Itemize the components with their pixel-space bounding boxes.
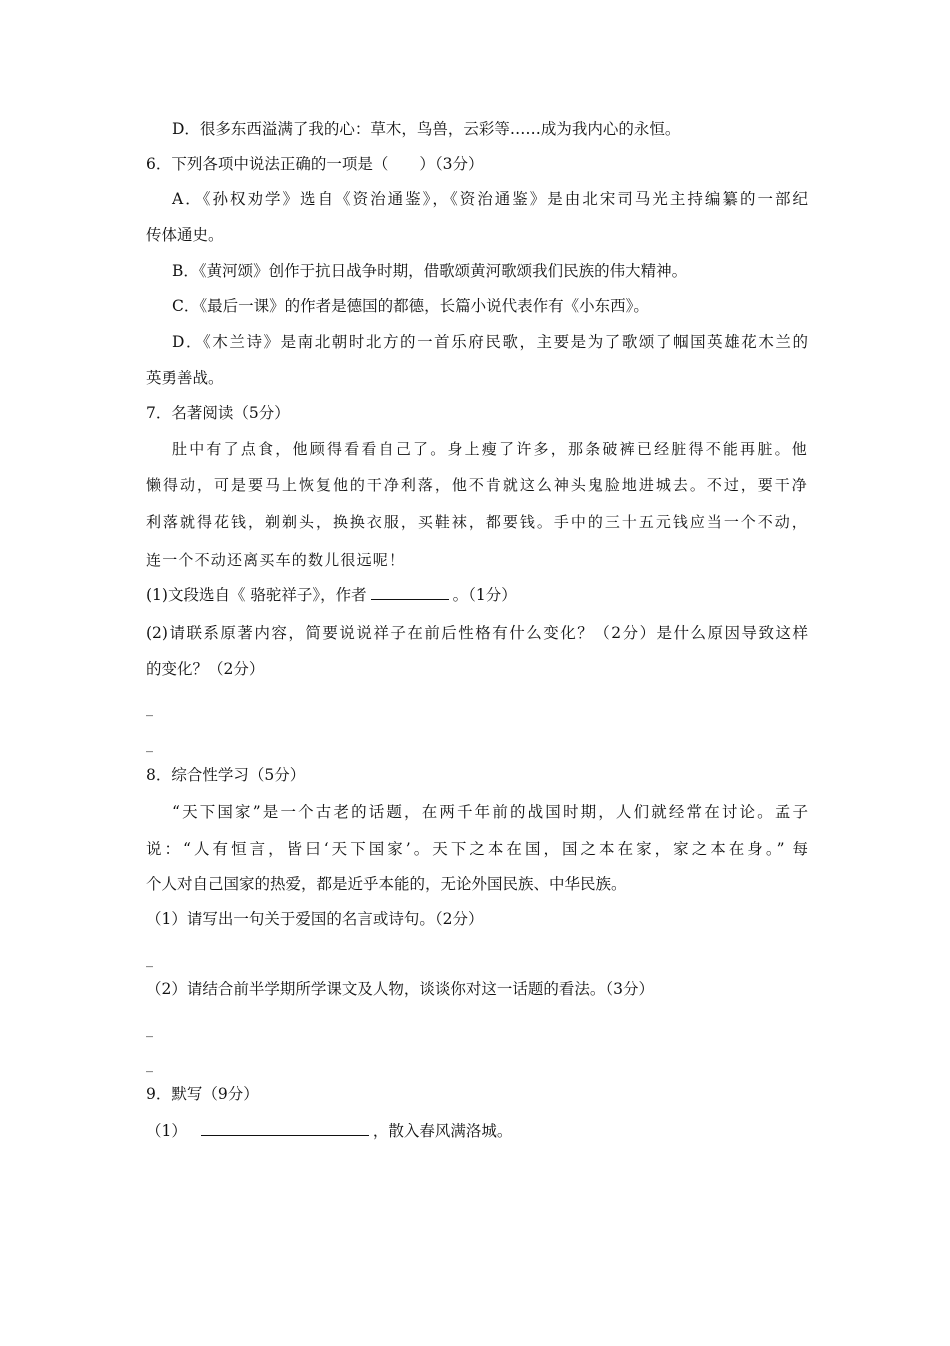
q6-option-c: C．《最后一课》的作者是德国的都德，长篇小说代表作有《小东西》。 — [172, 297, 649, 315]
q6-option-d-line2: 英勇善战。 — [146, 369, 224, 387]
q8-paragraph-line2: 说：“人有恒言，皆曰‘天下国家’。天下之本在国，国之本在家，家之本在身。” 每 — [146, 840, 808, 858]
q7-answer-line[interactable]: _ — [146, 701, 153, 717]
q8-paragraph-line3: 个人对自己国家的热爱，都是近乎本能的，无论外国民族、中华民族。 — [146, 875, 627, 893]
q6-option-a-line1: A．《孙权劝学》选自《资治通鉴》，《资治通鉴》是由北宋司马光主持编纂的一部纪 — [172, 190, 808, 208]
q7-passage-line: 连一个不动还离买车的数儿很远呢！ — [146, 551, 406, 569]
q7-sub1 — [146, 584, 808, 606]
q6-option-d-line1: D．《木兰诗》是南北朝时北方的一首乐府民歌，主要是为了歌颂了帼国英雄花木兰的 — [172, 333, 808, 351]
q7-passage-line: 懒得动，可是要马上恢复他的干净利落，他不肯就这么神头鬼脸地进城去。不过，要干净 — [146, 476, 808, 494]
q6-stem: 6．下列各项中说法正确的一项是（ ）（3分） — [146, 155, 484, 173]
q7-author-blank[interactable] — [371, 585, 449, 600]
q7-answer-line[interactable]: _ — [146, 737, 153, 753]
q8-sub2: （2）请结合前半学期所学课文及人物，谈谈你对这一话题的看法。（3分） — [146, 980, 654, 998]
q8-answer-line[interactable]: _ — [146, 1057, 153, 1073]
q5-option-d: D．很多东西溢满了我的心：草木，鸟兽，云彩等……成为我内心的永恒。 — [172, 120, 681, 138]
q7-sub2-line2: 的变化？（2分） — [146, 660, 265, 678]
q8-answer-line[interactable]: _ — [146, 1022, 153, 1038]
q8-answer-line[interactable]: _ — [146, 952, 153, 968]
q9-fill-blank[interactable] — [201, 1121, 369, 1136]
q7-sub1-suffix: 。（1分） — [452, 586, 517, 604]
q9-sub1 — [146, 1120, 808, 1142]
q8-title: 8．综合性学习（5分） — [146, 766, 306, 784]
q6-option-a-line2: 传体通史。 — [146, 226, 224, 244]
q6-option-b: B．《黄河颂》创作于抗日战争时期，借歌颂黄河歌颂我们民族的伟大精神。 — [172, 262, 688, 280]
q7-passage-line: 肚中有了点食，他顾得看看自己了。身上瘦了许多，那条破裤已经脏得不能再脏。他 — [172, 440, 808, 458]
q7-title: 7．名著阅读（5分） — [146, 404, 290, 422]
q9-title: 9．默写（9分） — [146, 1085, 259, 1103]
q9-sub1-suffix: ，散入春风满洛城。 — [372, 1122, 513, 1140]
q8-sub1: （1）请写出一句关于爱国的名言或诗句。（2分） — [146, 910, 484, 928]
q7-passage-line: 利落就得花钱，剃剃头，换换衣服，买鞋袜，都要钱。手中的三十五元钱应当一个不动， — [146, 513, 808, 531]
q8-paragraph-line1: “天下国家”是一个古老的话题，在两千年前的战国时期，人们就经常在讨论。孟子 — [172, 803, 808, 821]
q9-sub1-prefix: （1） — [146, 1122, 187, 1140]
q7-sub2-line1: (2)请联系原著内容，简要说说祥子在前后性格有什么变化？（2分）是什么原因导致这样 — [146, 624, 808, 642]
q7-sub1-prefix: (1)文段选自《 骆驼祥子》，作者 — [146, 586, 367, 604]
